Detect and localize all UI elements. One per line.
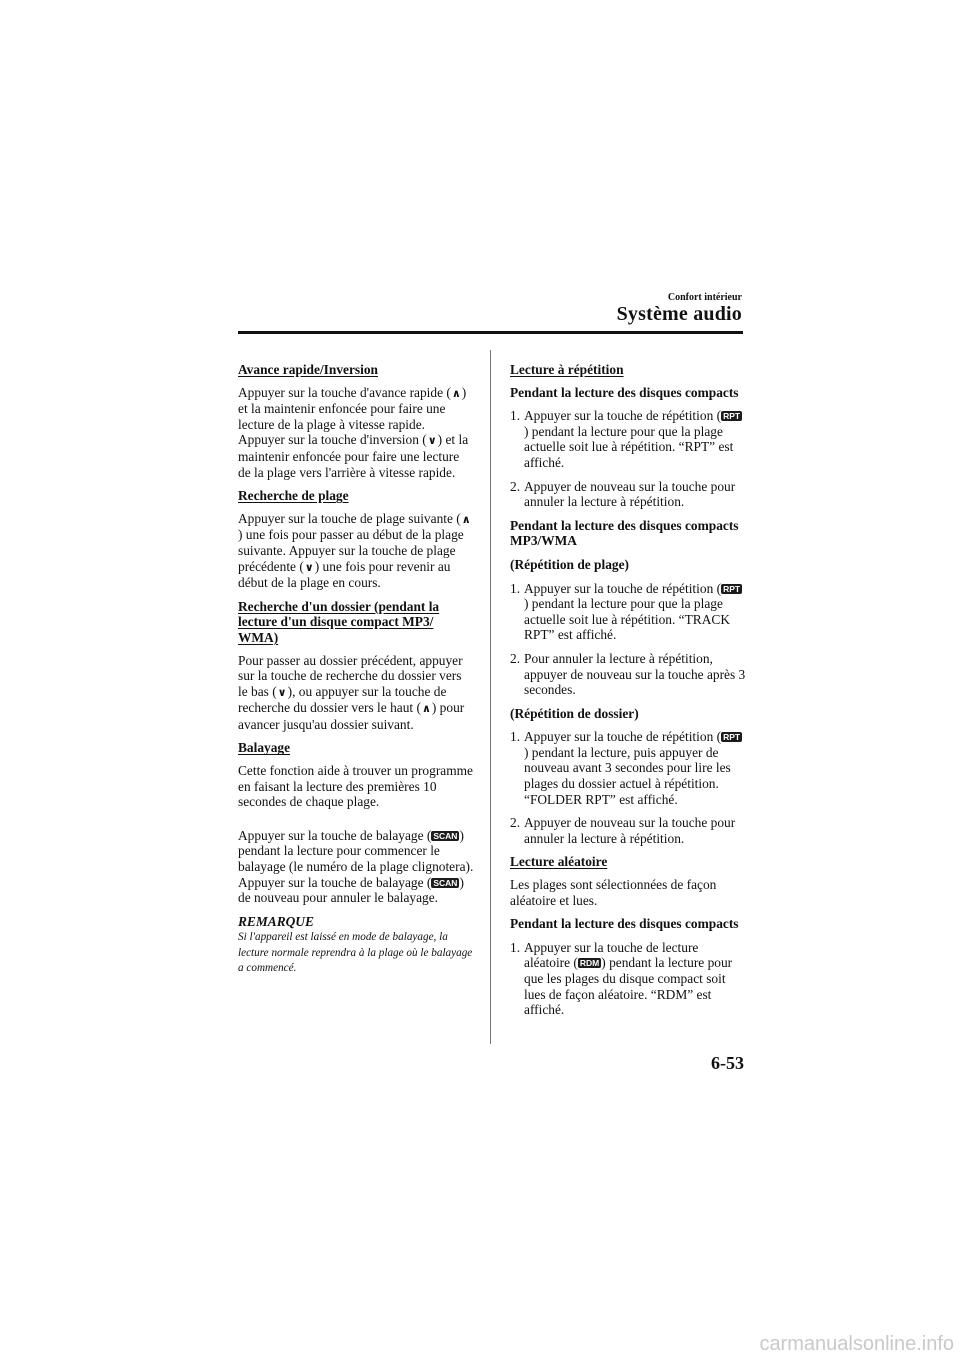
heading-fast-forward: Avance rapide/Inversion [238, 362, 378, 377]
list-number: 1. [510, 408, 521, 424]
text-run: ) une fois pour passer au début de la plage suivante. Appuyer sur la touche de plage précédente ( [238, 527, 464, 574]
down-arrow-icon: ∨ [277, 685, 287, 699]
list-number: 2. [510, 650, 521, 666]
text-run: ) pendant la lecture, puis appuyer de nouveau avant 3 secondes pour lire les plages du dossier actuel à répétition. “FOLDER RPT” est affiché. [524, 744, 731, 807]
text-run: ), ou appuyer sur la touche de recherche du dossier vers le haut ( [238, 683, 447, 716]
note-title: REMARQUE [238, 913, 314, 929]
scan-key-icon: SCAN [433, 830, 458, 841]
paragraph-fast-forward [238, 385, 474, 481]
text-run: ) une fois pour revenir au début de la plage en cours. [238, 558, 451, 591]
text-run: ) pour avancer jusqu'au dossier suivant. [238, 700, 465, 732]
header-rule [238, 331, 743, 334]
text-run: Pour passer au dossier précédent, appuyer sur la touche de recherche du dossier vers le bas ( [238, 652, 463, 699]
text-run: Appuyer sur la touche de répétition ( [524, 729, 722, 745]
up-arrow-icon: ∧ [421, 702, 431, 716]
paragraph-scan-usage [238, 828, 474, 906]
heading-scan: Balayage [238, 740, 291, 756]
text-run: ) et la maintenir enfoncée pour faire une lecture de la plage vers l'arrière à vitesse rapide. [238, 432, 469, 480]
down-arrow-icon: ∨ [427, 434, 437, 448]
subheading-cd-random: Pendant la lecture des disques compacts [510, 916, 739, 932]
heading-repeat: Lecture à répétition [510, 362, 624, 377]
note-text: Si l'appareil est laissé en mode de balayage, la lecture normale reprendra à la plage où le balayage a commencé. [238, 931, 473, 974]
list-number: 2. [510, 478, 521, 494]
text-run: Appuyer sur la touche de plage suivante ( [238, 510, 461, 526]
subheading-cd: Pendant la lecture des disques compacts [510, 384, 739, 400]
list-item [510, 479, 746, 510]
subheading-folder-repeat: (Répétition de dossier) [510, 705, 639, 721]
page-title: Système audio [616, 303, 742, 325]
text-run: ) pendant la lecture pour que la plage actuelle soit lue à répétition. “TRACK RPT” est affiché. [524, 596, 731, 643]
spacer [238, 818, 474, 828]
left-column [238, 362, 474, 976]
list-item [510, 729, 746, 807]
heading-random: Lecture aléatoire [510, 854, 608, 870]
text-run: Appuyer sur la touche de répétition ( [524, 580, 722, 596]
up-arrow-icon: ∧ [451, 386, 461, 400]
up-arrow-icon: ∧ [461, 512, 471, 526]
list-item [510, 940, 746, 1018]
text-run: Appuyer de nouveau sur la touche pour annuler la lecture à répétition. [524, 478, 736, 510]
text-run: Appuyer sur la touche de répétition ( [524, 408, 722, 424]
text-run: Pour annuler la lecture à répétition, appuyer de nouveau sur la touche après 3 secondes. [524, 650, 746, 698]
list-number: 1. [510, 939, 521, 955]
subheading-mp3: Pendant la lecture des disques compacts MP3/WMA [510, 517, 739, 549]
page-number: 6-53 [711, 1053, 744, 1073]
text-run: ) pendant la lecture pour commencer le balayage (le numéro de la plage clignotera). Appuyer sur la touche de balayage ( [238, 827, 474, 890]
text-run: ) de nouveau pour annuler le balayage. [238, 874, 464, 906]
text-run: ) et la maintenir enfoncée pour faire une lecture de la plage à vitesse rapide. Appuyer sur la touche d'inversion ( [238, 384, 467, 448]
subheading-track-repeat: (Répétition de plage) [510, 556, 630, 572]
scan-key-icon: SCAN [433, 877, 458, 888]
rpt-key-icon: RPT [723, 732, 741, 743]
paragraph-scan-intro: Cette fonction aide à trouver un programme en faisant la lecture des premières 10 secondes de chaque plage. [238, 763, 473, 810]
watermark: carmanualsonline.info [759, 1333, 954, 1355]
text-run: Appuyer sur la touche de lecture aléatoire ( [524, 939, 699, 971]
text-run: Appuyer de nouveau sur la touche pour annuler la lecture à répétition. [524, 815, 736, 846]
list-number: 2. [510, 815, 521, 831]
text-run: ) pendant la lecture pour que les plages du disque compact soit lues de façon aléatoire. “RDM” est affiché. [524, 955, 733, 1018]
paragraph-random: Les plages sont sélectionnées de façon aléatoire et lues. [510, 877, 717, 908]
text-run: Appuyer sur la touche de balayage ( [238, 827, 432, 843]
list-item [510, 651, 746, 698]
list-number: 1. [510, 729, 521, 745]
down-arrow-icon: ∨ [304, 560, 314, 574]
rpt-key-icon: RPT [723, 411, 741, 422]
heading-track-search: Recherche de plage [238, 488, 349, 504]
list-number: 1. [510, 580, 521, 596]
paragraph-track-search [238, 511, 474, 591]
right-column [510, 362, 746, 1026]
text-run: Appuyer sur la touche d'avance rapide ( [238, 384, 451, 400]
column-divider [490, 350, 491, 1044]
rpt-key-icon: RPT [723, 583, 741, 594]
list-item [510, 581, 746, 643]
text-run: ) pendant la lecture pour que la plage actuelle soit lue à répétition. “RPT” est affiché. [524, 423, 734, 470]
paragraph-folder-search [238, 653, 474, 733]
section-label: Confort intérieur [667, 292, 742, 303]
list-item [510, 408, 746, 470]
list-item [510, 815, 746, 846]
heading-folder-search: Recherche d'un dossier (pendant la lecture d'un disque compact MP3/ WMA) [238, 598, 440, 645]
rdm-key-icon: RDM [579, 958, 600, 969]
